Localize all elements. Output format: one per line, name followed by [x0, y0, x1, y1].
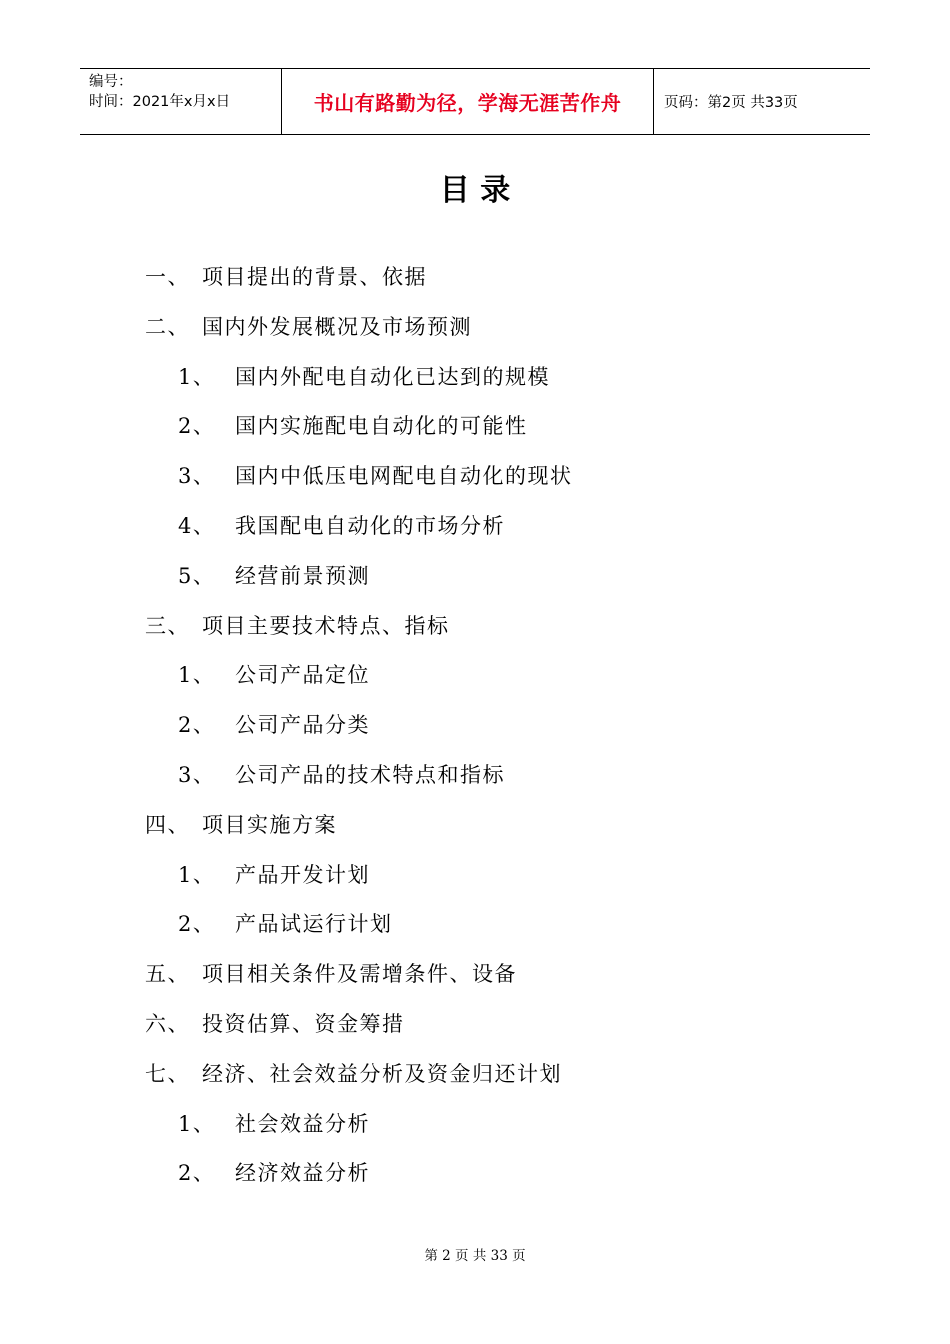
header-page-info: 页码：第2页 共33页 — [664, 95, 798, 111]
page-header — [80, 68, 870, 135]
toc-entry-number: 二、 — [145, 314, 190, 339]
toc-entry-number: 五、 — [145, 962, 190, 987]
toc-entry-number: 2、 — [178, 1161, 216, 1186]
toc-entry-title: 国内实施配电自动化的可能性 — [235, 414, 528, 439]
toc-entry-title: 项目主要技术特点、指标 — [202, 613, 450, 638]
toc-entry-number: 一、 — [145, 265, 190, 289]
toc-entry-number: 5、 — [178, 563, 216, 588]
toc-entry-number: 四、 — [145, 812, 190, 837]
toc-entry-number: 1、 — [178, 663, 216, 688]
toc-entry-title: 公司产品的技术特点和指标 — [235, 763, 505, 787]
toc-entry-title: 项目实施方案 — [202, 812, 337, 837]
toc-entry-title: 产品开发计划 — [235, 862, 370, 887]
toc-entry-number: 4、 — [178, 514, 216, 538]
toc-entry-number: 六、 — [145, 1012, 190, 1036]
toc-entry-number: 1、 — [178, 862, 216, 887]
toc-entry-number: 3、 — [178, 763, 216, 787]
toc-entry-title: 国内外发展概况及市场预测 — [202, 314, 472, 339]
toc-entry-title: 国内中低压电网配电自动化的现状 — [235, 464, 573, 489]
toc-entry-number: 2、 — [178, 414, 216, 439]
toc-entry-title: 公司产品分类 — [235, 713, 370, 738]
page-footer: 第 2 页 共 33 页 — [424, 1248, 526, 1264]
toc-entry-title: 经营前景预测 — [235, 563, 370, 588]
toc-entry-title: 项目相关条件及需增条件、设备 — [202, 962, 517, 987]
toc-entry-title: 国内外配电自动化已达到的规模 — [235, 364, 550, 389]
toc-entry-title: 产品试运行计划 — [235, 912, 393, 937]
page-title: 目 录 — [439, 173, 511, 208]
number-label: 编号： — [89, 74, 133, 90]
toc-entry-title: 我国配电自动化的市场分析 — [235, 514, 505, 538]
toc-entry-number: 2、 — [178, 912, 216, 937]
toc-entry-title: 社会效益分析 — [235, 1111, 370, 1136]
toc-entry-title: 项目提出的背景、依据 — [202, 265, 427, 289]
toc-entry-title: 公司产品定位 — [235, 663, 370, 688]
toc-entry-number: 3、 — [178, 464, 216, 489]
toc-entry-title: 投资估算、资金筹措 — [202, 1012, 405, 1036]
toc-entry-number: 1、 — [178, 364, 216, 389]
toc-entry-number: 1、 — [178, 1111, 216, 1136]
header-meta — [80, 69, 282, 134]
toc-entry-number: 2、 — [178, 713, 216, 738]
toc-entry-number: 七、 — [145, 1061, 190, 1086]
time-label: 时间：2021年x月x日 — [89, 94, 231, 110]
header-motto: 书山有路勤为径，学海无涯苦作舟 — [282, 69, 654, 134]
toc-entry-title: 经济、社会效益分析及资金归还计划 — [202, 1061, 562, 1086]
toc-entry-title: 经济效益分析 — [235, 1161, 370, 1186]
toc-entry-number: 三、 — [145, 613, 190, 638]
